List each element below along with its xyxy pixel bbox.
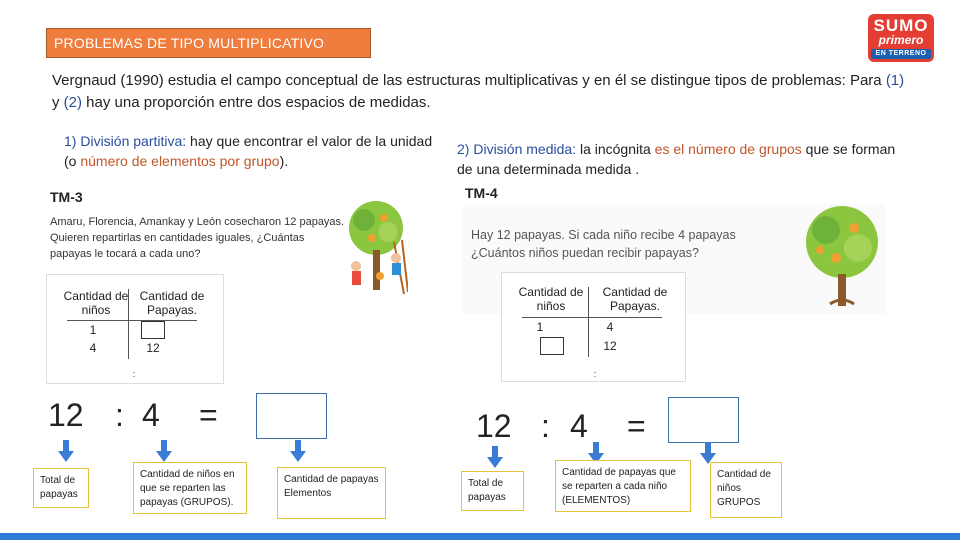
right-heading-num: 2) bbox=[457, 141, 474, 157]
left-table-r1c1: 1 bbox=[89, 323, 97, 337]
left-problem-text: Amaru, Florencia, Amankay y León cosecharon 12 papayas. Quieren repartirlas en cantidades iguales, ¿Cuántas papayas le tocará a cada uno? bbox=[50, 216, 345, 260]
right-label-total: Total de papayas bbox=[461, 471, 524, 511]
right-table-col1: Cantidad de niños bbox=[518, 285, 584, 313]
right-table-empty-cell bbox=[540, 337, 564, 355]
right-eq-dividend: 12 bbox=[476, 408, 512, 444]
left-heading-rest: hay que encontrar el valor de la unidad (o bbox=[64, 133, 433, 169]
right-heading-end: que se forman de una determinada medida . bbox=[457, 141, 896, 177]
left-label-groups: Cantidad de niños en que se reparten las papayas (GRUPOS). bbox=[133, 462, 247, 514]
right-table-header-line bbox=[522, 317, 662, 318]
right-heading-highlight: es el número de grupos bbox=[654, 141, 802, 157]
left-eq-divisor: 4 bbox=[142, 397, 160, 433]
left-table-header-line bbox=[67, 320, 197, 321]
left-heading-key: División partitiva: bbox=[80, 133, 187, 149]
left-eq-equals: = bbox=[199, 397, 218, 433]
left-table-r2c2: 12 bbox=[146, 341, 160, 355]
intro-n1: (1) bbox=[885, 72, 905, 89]
logo-line3: EN TERRENO bbox=[871, 49, 931, 59]
right-page-mark: : bbox=[593, 369, 597, 379]
left-answer-box[interactable] bbox=[256, 393, 327, 439]
left-page-mark: : bbox=[132, 369, 136, 379]
left-eq-operator: : bbox=[115, 397, 124, 433]
right-answer-box[interactable] bbox=[668, 397, 739, 443]
right-table-divider bbox=[588, 287, 589, 357]
left-heading bbox=[64, 131, 444, 171]
bottom-bar bbox=[0, 533, 960, 540]
intro-part2: hay una proporción entre dos espacios de medidas. bbox=[82, 94, 431, 111]
intro-y: y bbox=[52, 94, 64, 111]
right-heading-rest: la incógnita bbox=[576, 141, 655, 157]
right-tm-label: TM-4 bbox=[465, 185, 498, 201]
right-arrow-3-icon bbox=[700, 442, 716, 464]
left-problem-card bbox=[46, 210, 346, 266]
left-arrow-1-icon bbox=[58, 440, 74, 462]
logo-line2: primero bbox=[878, 33, 924, 47]
right-arrow-1-icon bbox=[487, 446, 503, 468]
right-eq-equals: = bbox=[627, 408, 646, 444]
left-label-total: Total de papayas bbox=[33, 468, 89, 508]
left-heading-highlight: número de elementos por grupo bbox=[80, 153, 280, 169]
right-table-col2: Cantidad de Papayas. bbox=[602, 285, 668, 313]
left-table-col1: Cantidad de niños bbox=[63, 289, 129, 317]
left-heading-num: 1) bbox=[64, 133, 81, 149]
left-table-r2c1: 4 bbox=[89, 341, 97, 355]
left-papaya-tree-illustration bbox=[346, 198, 408, 304]
right-problem-text: Hay 12 papayas. Si cada niño recibe 4 papayas ¿Cuántos niños puedan recibir papayas? bbox=[471, 228, 736, 260]
intro-paragraph bbox=[52, 70, 912, 114]
left-table-divider bbox=[128, 289, 129, 359]
left-eq-dividend: 12 bbox=[48, 397, 84, 433]
left-heading-end: ). bbox=[279, 153, 289, 169]
right-eq-operator: : bbox=[541, 408, 550, 444]
left-label-elements: Cantidad de papayas Elementos bbox=[277, 467, 386, 519]
right-table-r1c2: 4 bbox=[606, 320, 614, 334]
right-label-groups: Cantidad de niños GRUPOS bbox=[710, 462, 782, 518]
sumo-primero-logo bbox=[868, 14, 934, 62]
left-tm-label: TM-3 bbox=[50, 189, 83, 205]
slide-title: PROBLEMAS DE TIPO MULTIPLICATIVO bbox=[46, 28, 371, 58]
left-table-empty-cell bbox=[141, 321, 165, 339]
intro-n2: (2) bbox=[63, 94, 83, 111]
right-label-elements: Cantidad de papayas que se reparten a cada niño (ELEMENTOS) bbox=[555, 460, 691, 512]
right-table-r2c2: 12 bbox=[603, 339, 617, 353]
left-arrow-3-icon bbox=[290, 440, 306, 462]
left-arrow-2-icon bbox=[156, 440, 172, 462]
right-eq-divisor: 4 bbox=[570, 408, 588, 444]
left-table-card bbox=[46, 274, 224, 384]
left-table-col2: Cantidad de Papayas. bbox=[139, 289, 205, 317]
right-papaya-tree-illustration bbox=[796, 204, 888, 308]
right-heading bbox=[457, 139, 897, 179]
intro-part1: Vergnaud (1990) estudia el campo conceptual de las estructuras multiplicativas y en él se distingue tipos de problemas: Para bbox=[52, 72, 886, 89]
right-heading-key: División medida: bbox=[473, 141, 577, 157]
right-table-r1c1: 1 bbox=[536, 320, 544, 334]
right-table-card bbox=[501, 272, 686, 382]
logo-line1: SUMO bbox=[873, 16, 929, 35]
